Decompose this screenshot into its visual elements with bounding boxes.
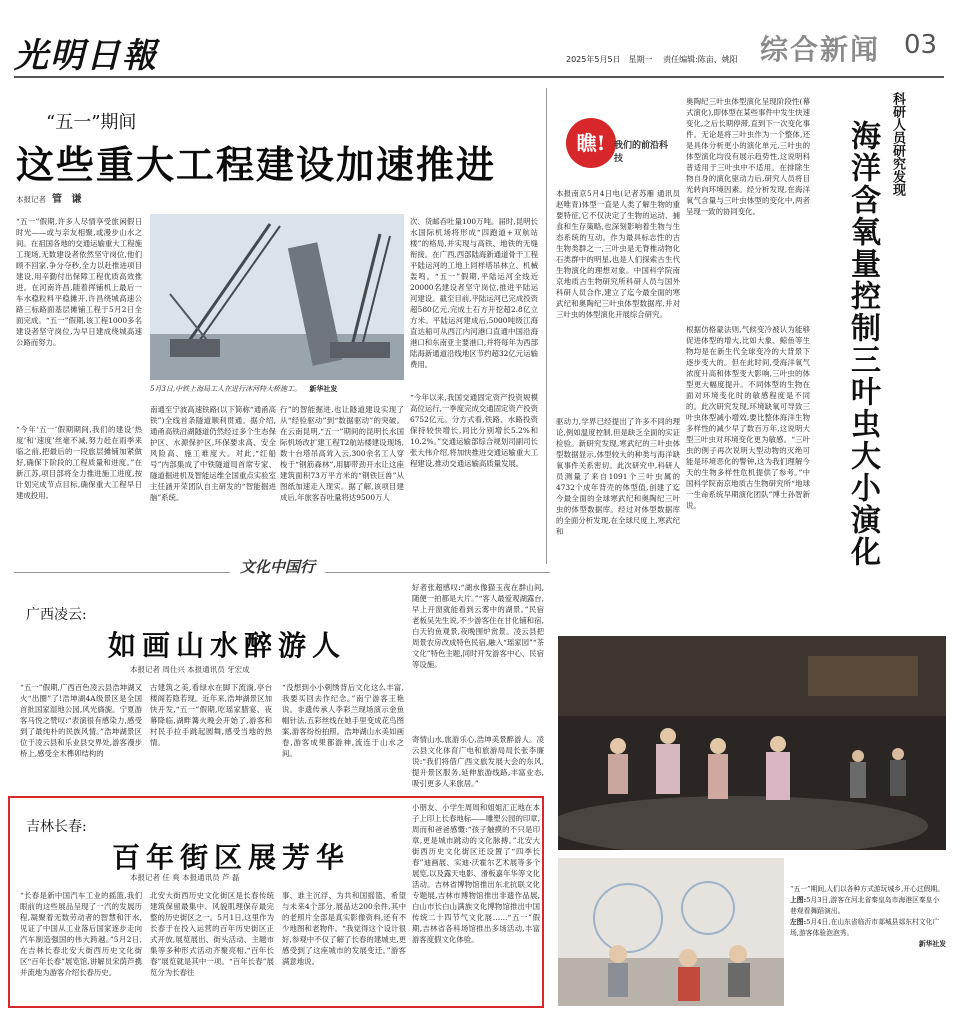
bubble-show-photo <box>558 858 784 1006</box>
article1-col3: 次、货邮吞吐量100万吨。届时,昆明长水国际机场将形成“四跑道+双航站楼”的格局,并实现与高铁、地铁的无缝衔接。在广西,西部陆海新通道骨干工程平陆运河的工地上同样塔吊林立、机械轰鸣。“五一”假期,平陆运河全线近20000名建设者坚守岗位,推进平陆运河建设。截至目前,平陆运河已完成投资超580亿元,完成土石方开挖超2.8亿立方米。平陆运河建成后,5000吨级江海直达船可从西江内河港口直通中国沿海港口和东南亚主要港口,并将每年为西部陆海新通道沿线地区节约超32亿元运输费用。 <box>410 217 538 369</box>
article1-col1: “五一”假期,许多人尽情享受旅闲假日时光——或与亲友相聚,或漫步山水之间。在祖国各地的交通运输重大工程施工现场,无数建设者依然坚守岗位,他们顾不回家,争分夺秒,全力以赴推进项目建设,用辛勤付出保障工程优质高效推进。在河南许昌,随着挥铺机上最后一车水稳粒料平稳摊开,许昌绕城高速公路三标路面基层摊铺工程于5月2日全面完成。“五一”假期,该工程1000多名建设者坚守岗位,为早日建成绕城高速公路而努力。 <box>16 217 142 347</box>
culture-logo: 文化中国行 <box>230 556 325 577</box>
header-info <box>566 54 738 65</box>
caption-top-label: 上图: <box>790 896 807 904</box>
construction-photo <box>150 214 404 380</box>
guangxi-col3: “没想到小小剌绣背后文化这么丰富,我要买回去作纪念。”南宁游客王艳说。非遗传承人李彩兰现场演示金鱼帽针法,五彩丝线在她手里变成花鸟图案,游客纷纷拍照。浩坤湖山水美如画卷,游客成果都游神,流连于山水之间。 <box>282 683 404 758</box>
feature-col2: 驱动力,学界已经提出了许多不同的理论,例如温度控制,但是缺乏全面的实证检验。新研究发现,寒武纪的三叶虫体型数据显示,体型较大的种类与海洋缺氧事件关系密切。此次研究中,科研人员测量了来自1091个三叶虫属的4732个成年背壳的体型值,创建了迄今最全面的全球寒武纪和奥陶纪三叶虫的体型数据库。经过对体型数据库的全面分析发现,在全球尺度上,寒武纪和 <box>556 417 680 536</box>
feature-col4: 根据仿格蒙法则,气候变冷被认为能够促进体型的增大,比如大象、鲸鱼等生物均是在新生代全球变冷的大背景下逐步变大的。但在此时间,受海洋氧气浓度升高和体型变大影响,三叶虫的体型更大幅度提升。不同体型的生物在面对环境变化时的敏感程度是不同的。此次研究发现,环境缺氧可导致三叶虫体型减小增效,要比整体海洋生物多样性的减少早了数百万年,这说明大型三叶虫对环境变化更为敏感。“三叶虫的例子再次说明大型动物的灭绝可能是环境恶化的警钟,这为我们理解今天的生物多样性危机提供了参考。”中国科学院南京地质古生物研究所“地球一生命系统早期演化团队”博士孙智新说。 <box>686 325 810 510</box>
caption-text: 5月3日,中铁上海局工人在进行沐河特大桥施工。 <box>150 385 302 393</box>
feature-lead: 本报南京5月4日电(记者苏雁 通讯员赵唯青)体型一直是人类了解生物的重要特征,它不仅决定了生物的运动、捕食和生存策略,也深刻影响着生物与生态系统的互动。作为最具标志性的古生物类群之一,三叶虫是无脊椎动物化石类群中的明星,也是人们探索古生代生物演化的理想对象。中国科学院南京地质古生物研究所科研人员与国外科研人员合作,建立了迄今最全面的寒武纪和奥陶纪三叶虫体型数据库,并对三叶虫的体型演化开展综合研究。 <box>556 189 680 319</box>
article1-col6: 行”的智能掘进,也让隧道建设实现了从“经验驱动”到“数据驱动”的突破。在云南昆明,“五一”期间的昆明长水国际机场改扩建工程T2航站楼建设现场,数十台塔吊高耸入云,300余名工人穿梭于“钢筋森林”,用脚带劲开水让这座建筑面积73万平方米的“钢铁巨兽”从图纸加速走入现实。据了解,该项目建成后,年旅客吞吐量将达9500万人 <box>280 405 404 502</box>
caption-bottom-label: 左图: <box>790 918 807 926</box>
issue-date: 2025年5月5日 星期一 <box>566 55 653 64</box>
byline-author: 管 谦 <box>52 194 85 205</box>
dance-performance-photo <box>558 636 946 850</box>
editors: 责任编辑:陈亩、姚阳 <box>663 55 738 64</box>
article1-col2: “今年‘五一’假期期间,我们的建设‘热度’和‘速度’丝毫不减,努力赶在雨季来临之前,把最后的一段旅层摊铺加紧做好,确保下阶段的工程质量和进度。”在新江苏,项目部将全力推进施工进度,按计划完成节点目标,确保重大工程早日建成投用。 <box>16 425 142 500</box>
photo-credit: 新华社发 <box>309 384 338 393</box>
guangxi-col4: 好者张超感叹:“湖水像猫玉夜在群山间,随便一拍都是大片。”“客人最爱观湖露台,早上开窗就能看到云雾中的湖景。”民宿老板吴先生说,不少游客住在甘化铺和宿,白天钓鱼观景,夜晚围炉赏景。凌云县把周景农房改成特色民宿,融入“瑶家园”“茶文化”特色主题,同时开发游客中心、民宿等设施。 <box>412 583 544 669</box>
header-rule <box>14 76 944 78</box>
guangxi-col5: 寄情山水,旅游乐心,浩坤美景醉游人。凌云县文化体育广电和旅游局局长张李廉说:“我们将借广西文旅发展大会的东风,提升景区服务,延伸旅游线路,丰富业态,吸引更多人来旅居。” <box>412 735 544 788</box>
guangxi-region: 广西凌云: <box>26 607 87 623</box>
caption-top: 5月3日,游客在河北省秦皇岛市海港区秦皇小巷观看舞蹈演出。 <box>790 896 940 915</box>
article1-caption <box>150 384 404 394</box>
column-divider <box>546 88 547 564</box>
changchun-col1: “长春是新中国汽车工业的摇篮,我们眼前的这些展品呈现了一汽的发展历程,凝聚着无数劳动者的智慧和汗水,见证了中国从工业落后国家逐步走向汽车制造强国的伟大跨越。”5月2日,在吉林长春北安大街西历史文化街区“百年长春”展览馆,讲解员宋荫芦携并流地为游客介绍长春历史。 <box>20 891 142 977</box>
photos-caption <box>790 884 946 950</box>
badge-char: 瞧! <box>576 131 606 155</box>
science-badge <box>566 118 616 168</box>
article1-title: 这些重大工程建设加速推进 <box>16 142 497 187</box>
byline-prefix: 本报记者 <box>16 195 46 204</box>
changchun-title: 百年街区展芳华 <box>112 841 351 874</box>
article1-kicker: “五一”期间 <box>46 112 137 133</box>
changchun-col2: 北安大街西历史文化街区是长春传统建筑保留最集中、风貌肌理保存最完整的历史街区之一。5月1日,这里作为长春于在投入运营的百年历史街区正式开放,展览展出、街头活动、主题市集等多种形式活动齐聚亮相,“百年长春”展览就是其中一项。“百年长春”展览分为长春往 <box>150 891 274 977</box>
article1-col5: 南通至宁波高速铁路(以下简称“通甬高铁”)全线首条隧道顺利贯通。据介绍,通甬高铁沿湖隧道仍然经过多个生态保护区、水源保护区,环保要求高、安全风险高、施工难度大。对此,“红船号”内部集成了中铁隧道局首席专家、隧道掘进机及智能运维全国重点实验室主任涵开荣团队自主研发的“智能掘进脑”系统。 <box>150 405 276 502</box>
masthead: 光明日報 <box>14 36 158 76</box>
guangxi-col1: “五一”假期,广西百色凌云县浩坤湖又火“出圈”了!浩坤湖4A级景区是全国首批国家湿地公园,风光旖旎。宁夏游客马悦之赞叹:“表演很有感染力,感受到了最纯朴的民族风情。”浩坤湖景区位于凌云县和乐业县交界处,游客漫步桥上,感受全木榫卯结构的 <box>20 683 142 758</box>
guangxi-title: 如画山水醉游人 <box>108 629 347 662</box>
changchun-region: 吉林长春: <box>26 819 87 835</box>
feature-label: 科研人员研究发现 <box>890 92 905 196</box>
article1-col4: “今年以来,我国交通固定资产投资规模高位运行,一季度完成交通固定资产投资6752亿元。分方式看,铁路、水路投资保持较快增长,同比分别增长5.2%和10.2%。”交通运输部综合规划司副司长张大伟介绍,将加快推进交通运输重大工程建设,推动交通运输高质量发展。 <box>410 393 538 468</box>
photos-credit: 新华社发 <box>918 940 946 948</box>
badge-subtitle: 我们的前沿科技 <box>614 141 669 164</box>
caption-lead: “五一”期间,人们以各种方式游玩城乡,开心过假期。 <box>790 885 945 893</box>
guangxi-byline: 本报记者 周仕兴 本报通讯员 牙宏成 <box>130 665 250 674</box>
article1-byline <box>16 190 84 205</box>
changchun-col3: 事、谁主沉浮、为共和国摇篮、希望与未来4个部分,展品达200余件,其中的老照片全部是真实影像资料,还有不少地图和老物件。“我觉得这个设计很好,参观中不仅了解了长春的建城史,更感受到了这座城市的发展变迁。”游客满意地说。 <box>282 891 406 966</box>
changchun-col4: 小朋友、小学生周周和姐姐汇正地在本子上印上长春地标——雕塑公园的印章,周而和爸爸感慨:“孩子触摸的不只是印章,更是城市跳动的文化脉搏。”北安大街西历史文化街区还设置了“四季长春”迪画展、实迪·沃霍尔艺术展等多个展览,以及露天电影、滑板嘉年华等文化活动。吉林省博物馆推出东北抗联文化专题展,吉林市博物馆推出非遗作品展,白山市长白山满族文化博物馆推出中国传统二十四节气文化展……“五一”假期,吉林省各科场馆推出多场活动,丰富游客度假文化体验。 <box>412 803 540 944</box>
feature-col3: 奥陶纪三叶虫体型演化呈现阶段性(幕式演化),即体型在某些事件中发生快速变化,之后长期停滞,直到下一次变化事件。无论是将三叶虫作为一个整体,还是具体分析更小的演化单元,三叶虫的体型演化均没有展示趋势性,这说明科普适用于三叶虫中不适用。在排除生物自身的演化驱动力后,研究人员将目光转向环境因素。经分析发现,在海洋氧气含量与三叶虫体型的变化中,两者呈现一致的协同变化。 <box>686 97 810 216</box>
guangxi-col2: 古建筑之美,看绿水在脚下流淌,亭台楼阁若隐若现。近年来,浩坤湖景区加快开发,“五一”假期,吃瑶家腊宴、夜幕降临,湖畔篝火晚会开始了,游客和村民手拉手跳起圆舞,感受当地的热情。 <box>150 683 272 747</box>
section-title: 综合新闻 <box>760 33 881 66</box>
feature-title: 海洋含氧量控制三叶虫大小演化 <box>845 120 880 568</box>
changchun-byline: 本报记者 任 爽 本报通讯员 芦 磊 <box>130 873 240 882</box>
caption-bottom: 5月4日,在山东省临沂市郯城县郯东村文化广场,游客体验泡泡秀。 <box>790 918 940 937</box>
page-number: 03 <box>904 30 938 60</box>
